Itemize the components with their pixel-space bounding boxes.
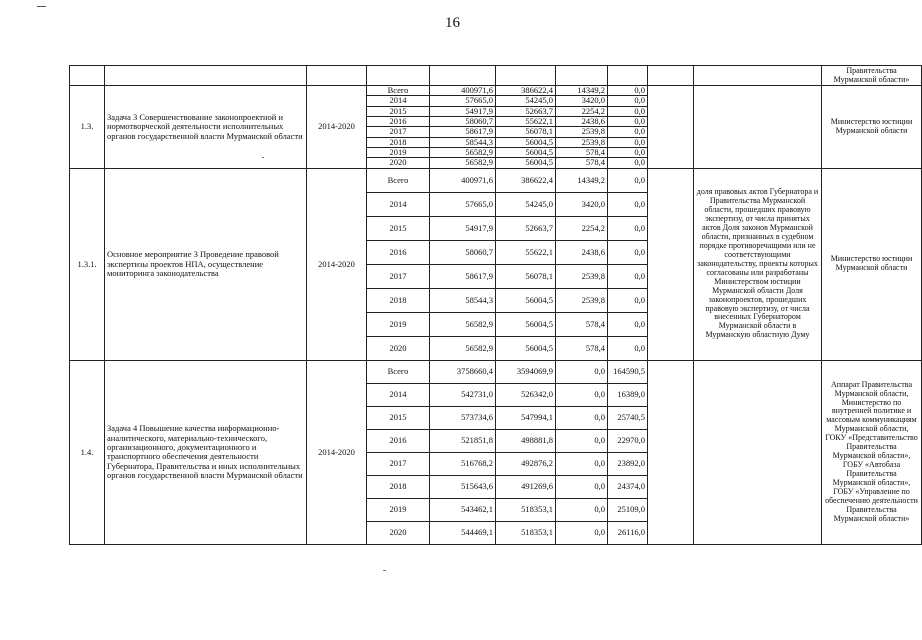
funding-row (70, 168, 922, 192)
federal-budget-cell: 3420,0 (556, 96, 608, 106)
regional-budget-cell: 386622,4 (496, 168, 556, 192)
federal-budget-cell: 0,0 (556, 475, 608, 498)
empty-cell (648, 360, 694, 544)
total-cell: 56582,9 (430, 148, 496, 158)
federal-budget-cell: 2254,2 (556, 216, 608, 240)
year-cell: Всего (367, 360, 430, 383)
year-cell: 2020 (367, 521, 430, 544)
year-cell: 2019 (367, 312, 430, 336)
federal-budget-cell: 2539,8 (556, 264, 608, 288)
total-cell: 58060,7 (430, 240, 496, 264)
indicator-cell (694, 86, 822, 169)
year-cell: 2017 (367, 264, 430, 288)
federal-budget-cell: 0,0 (556, 429, 608, 452)
total-cell: 54917,9 (430, 106, 496, 116)
year-cell: 2020 (367, 336, 430, 360)
regional-budget-cell: 56004,5 (496, 336, 556, 360)
scan-mark (383, 570, 386, 571)
other-sources-cell: 0,0 (608, 137, 648, 147)
total-cell: 515643,6 (430, 475, 496, 498)
total-cell: 56582,9 (430, 158, 496, 168)
other-sources-cell: 0,0 (608, 117, 648, 127)
federal-budget-cell: 14349,2 (556, 86, 608, 96)
other-sources-cell: 0,0 (608, 216, 648, 240)
total-cell: 57665,0 (430, 96, 496, 106)
year-cell: 2018 (367, 475, 430, 498)
federal-budget-cell: 0,0 (556, 498, 608, 521)
total-cell: 544469,1 (430, 521, 496, 544)
other-sources-cell: 25740,5 (608, 406, 648, 429)
total-cell: 58617,9 (430, 264, 496, 288)
other-sources-cell: 0,0 (608, 158, 648, 168)
other-sources-cell: 16389,0 (608, 383, 648, 406)
total-cell: 573734,6 (430, 406, 496, 429)
other-sources-cell: 0,0 (608, 127, 648, 137)
regional-budget-cell: 498881,8 (496, 429, 556, 452)
item-name: Задача 4 Повышение качества информационно-аналитического, материально-технического, организационного, документационного и транспортного обеспечения деятельности Губернатора, Правительства и иных исполнительных органов государственной власти Мурманской области (105, 360, 307, 544)
regional-budget-cell: 518353,1 (496, 521, 556, 544)
federal-budget-cell: 0,0 (556, 521, 608, 544)
year-cell: 2017 (367, 452, 430, 475)
program-table (69, 65, 922, 545)
other-sources-cell: 0,0 (608, 288, 648, 312)
funding-row (70, 360, 922, 383)
scan-mark (37, 6, 46, 7)
item-number: 1.3.1. (70, 168, 105, 360)
federal-budget-cell: 2539,8 (556, 288, 608, 312)
other-sources-cell: 0,0 (608, 86, 648, 96)
regional-budget-cell: 386622,4 (496, 86, 556, 96)
year-cell: 2018 (367, 288, 430, 312)
total-cell: 56582,9 (430, 312, 496, 336)
other-sources-cell: 0,0 (608, 106, 648, 116)
executor-cell: Министерство юстиции Мурманской области (822, 168, 922, 360)
total-cell: 543462,1 (430, 498, 496, 521)
item-number: 1.3. (70, 86, 105, 169)
regional-budget-cell: 3594069,9 (496, 360, 556, 383)
item-period: 2014-2020 (307, 86, 367, 169)
item-period: 2014-2020 (307, 360, 367, 544)
other-sources-cell: 22970,0 (608, 429, 648, 452)
federal-budget-cell: 14349,2 (556, 168, 608, 192)
total-cell: 57665,0 (430, 192, 496, 216)
year-cell: 2015 (367, 406, 430, 429)
year-cell: 2016 (367, 117, 430, 127)
federal-budget-cell: 0,0 (556, 383, 608, 406)
page-number: 16 (445, 15, 460, 31)
federal-budget-cell: 3420,0 (556, 192, 608, 216)
total-cell: 516768,2 (430, 452, 496, 475)
federal-budget-cell: 578,4 (556, 158, 608, 168)
executor-cell: Аппарат Правительства Мурманской области, Министерство по внутренней политике и массовым коммуникациям Мурманской области, ГОКУ «Представительство Правительства Мурманской области», ГОБУ «Автобаза Правительства Мурманской области», ГОБУ «Управление по обеспечению деятельности Правительства Мурманской области» (822, 360, 922, 544)
total-cell: 58544,3 (430, 137, 496, 147)
regional-budget-cell: 54245,0 (496, 192, 556, 216)
regional-budget-cell: 55622,1 (496, 240, 556, 264)
regional-budget-cell: 491269,6 (496, 475, 556, 498)
regional-budget-cell: 54245,0 (496, 96, 556, 106)
federal-budget-cell: 578,4 (556, 312, 608, 336)
year-cell: 2019 (367, 148, 430, 158)
header-continuation-row (70, 66, 922, 86)
regional-budget-cell: 56004,5 (496, 137, 556, 147)
other-sources-cell: 23892,0 (608, 452, 648, 475)
executor-cell: Министерство юстиции Мурманской области (822, 86, 922, 169)
federal-budget-cell: 2539,8 (556, 137, 608, 147)
total-cell: 521851,8 (430, 429, 496, 452)
year-cell: 2017 (367, 127, 430, 137)
other-sources-cell: 25109,0 (608, 498, 648, 521)
regional-budget-cell: 52663,7 (496, 216, 556, 240)
year-cell: 2014 (367, 383, 430, 406)
other-sources-cell: 26116,0 (608, 521, 648, 544)
total-cell: 58544,3 (430, 288, 496, 312)
regional-budget-cell: 492876,2 (496, 452, 556, 475)
scan-mark (262, 157, 264, 158)
item-name: Задача 3 Совершенствование законопроектной и нормотворческой деятельности исполнительных органов государственной власти Мурманской области (105, 86, 307, 169)
other-sources-cell: 24374,0 (608, 475, 648, 498)
regional-budget-cell: 518353,1 (496, 498, 556, 521)
total-cell: 542731,0 (430, 383, 496, 406)
total-cell: 3758660,4 (430, 360, 496, 383)
regional-budget-cell: 547994,1 (496, 406, 556, 429)
regional-budget-cell: 56004,5 (496, 288, 556, 312)
federal-budget-cell: 0,0 (556, 452, 608, 475)
other-sources-cell: 0,0 (608, 148, 648, 158)
indicator-cell (694, 360, 822, 544)
item-name: Основное мероприятие 3 Проведение правовой экспертизы проектов НПА, осуществление мониторинга законодательства (105, 168, 307, 360)
federal-budget-cell: 2438,6 (556, 117, 608, 127)
federal-budget-cell: 2254,2 (556, 106, 608, 116)
other-sources-cell: 0,0 (608, 264, 648, 288)
federal-budget-cell: 0,0 (556, 360, 608, 383)
year-cell: Всего (367, 168, 430, 192)
year-cell: Всего (367, 86, 430, 96)
regional-budget-cell: 56078,1 (496, 127, 556, 137)
other-sources-cell: 0,0 (608, 168, 648, 192)
year-cell: 2015 (367, 216, 430, 240)
total-cell: 400971,6 (430, 168, 496, 192)
federal-budget-cell: 0,0 (556, 406, 608, 429)
year-cell: 2018 (367, 137, 430, 147)
year-cell: 2014 (367, 96, 430, 106)
total-cell: 58617,9 (430, 127, 496, 137)
funding-row (70, 86, 922, 96)
other-sources-cell: 0,0 (608, 96, 648, 106)
total-cell: 400971,6 (430, 86, 496, 96)
federal-budget-cell: 578,4 (556, 148, 608, 158)
year-cell: 2016 (367, 429, 430, 452)
regional-budget-cell: 56078,1 (496, 264, 556, 288)
regional-budget-cell: 526342,0 (496, 383, 556, 406)
other-sources-cell: 164590,5 (608, 360, 648, 383)
regional-budget-cell: 56004,5 (496, 148, 556, 158)
year-cell: 2015 (367, 106, 430, 116)
regional-budget-cell: 56004,5 (496, 312, 556, 336)
empty-cell (648, 168, 694, 360)
other-sources-cell: 0,0 (608, 192, 648, 216)
federal-budget-cell: 2438,6 (556, 240, 608, 264)
total-cell: 58060,7 (430, 117, 496, 127)
regional-budget-cell: 52663,7 (496, 106, 556, 116)
regional-budget-cell: 56004,5 (496, 158, 556, 168)
item-period: 2014-2020 (307, 168, 367, 360)
other-sources-cell: 0,0 (608, 240, 648, 264)
regional-budget-cell: 55622,1 (496, 117, 556, 127)
year-cell: 2020 (367, 158, 430, 168)
executor-cell: Правительства Мурманской области» (822, 66, 922, 86)
other-sources-cell: 0,0 (608, 336, 648, 360)
year-cell: 2014 (367, 192, 430, 216)
total-cell: 54917,9 (430, 216, 496, 240)
other-sources-cell: 0,0 (608, 312, 648, 336)
indicator-cell: доля правовых актов Губернатора и Правительства Мурманской области, прошедших правовую экспертизу, от числа принятых актов Доля законов Мурманской области, признанных в судебном порядке противоречащими или не соответствующими законодательству, проекты которых согласованы или разработаны Министерством юстиции Мурманской области Доля законопроектов, прошедших правовую экспертизу, от числа внесенных Губернатором Мурманской области в Мурманскую областную Думу (694, 168, 822, 360)
total-cell: 56582,9 (430, 336, 496, 360)
federal-budget-cell: 578,4 (556, 336, 608, 360)
empty-cell (648, 86, 694, 169)
federal-budget-cell: 2539,8 (556, 127, 608, 137)
year-cell: 2016 (367, 240, 430, 264)
item-number: 1.4. (70, 360, 105, 544)
year-cell: 2019 (367, 498, 430, 521)
